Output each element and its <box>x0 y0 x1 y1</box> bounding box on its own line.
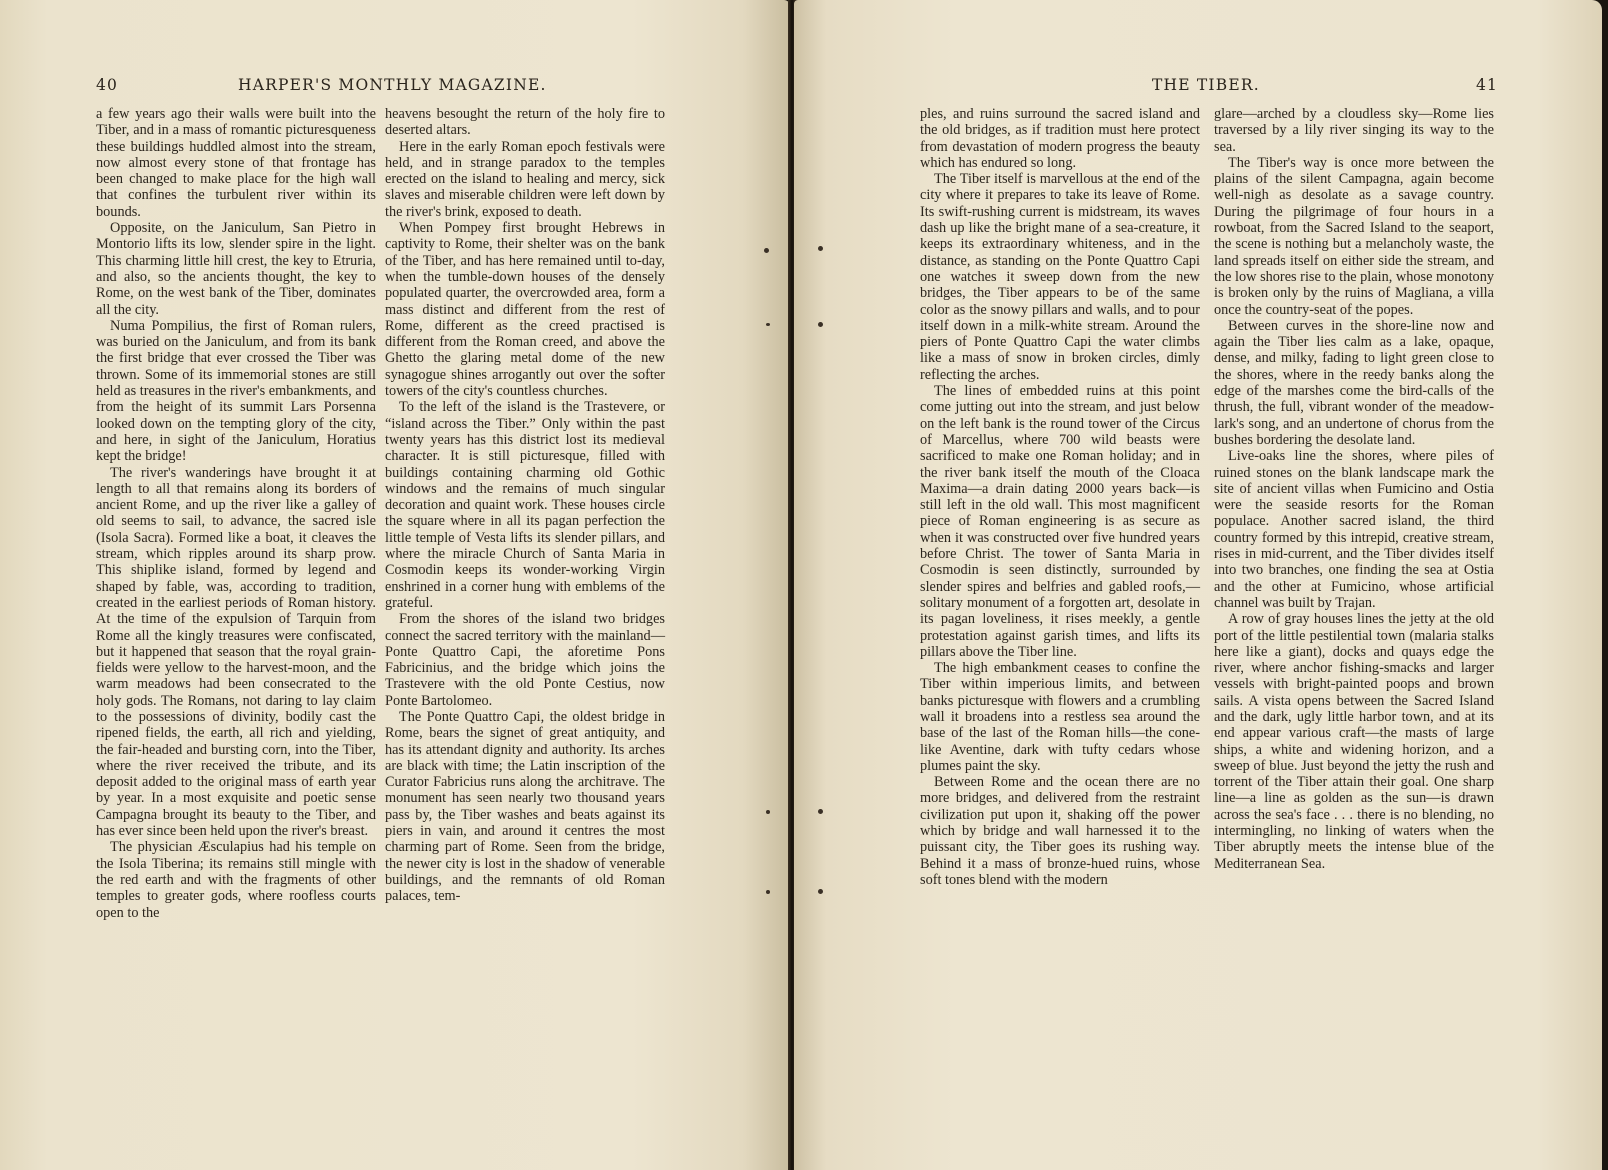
binding-hole-mark <box>818 322 823 327</box>
left-column-2 <box>385 106 665 905</box>
paragraph: ples, and ruins surround the sacred island and the old bridges, as if tradition must here protect from devastation of modern progress the beauty which has endured so long. <box>920 106 1200 171</box>
paragraph: Between curves in the shore-line now and again the Tiber lies calm as a lake, opaque, dense, and milky, fading to light green close to the shores, where in the reedy banks along the edge of the marshes come the bird-calls of the thrush, the full, vibrant wonder of the meadow-lark's song, and an undertone of chorus from the bushes bordering the desolate land. <box>1214 317 1494 448</box>
paragraph: A row of gray houses lines the jetty at the old port of the little pestilential town (malaria stalks here like a giant), docks and quays edge the river, where anchor fishing-smacks and larger vessels with bright-painted poops and brown sails. A vista opens between the Sacred Island and the dark, ugly little harbor town, and at its end appear various craft—the masts of large ships, a white and widening horizon, and a sweep of blue. Just beyond the jetty the rush and torrent of the Tiber attain their goal. One sharp line—a line as golden as the sun—is drawn across the sea's face . . . there is no blending, no intermingling, no linking of waters when the Tiber abruptly meets the intense blue of the Mediterranean Sea. <box>1214 611 1494 872</box>
left-column-1 <box>96 106 376 921</box>
right-column-1 <box>920 106 1200 888</box>
paragraph: To the left of the island is the Trastevere, or “island across the Tiber.” Only within the past twenty years has this district lost its medieval character. It is still picturesque, filled with buildings containing charming old Gothic windows and the remains of much singular decoration and quaint work. These houses circle the square where in all its pagan perfection the little temple of Vesta lifts its slender pillars, and where the miracle Church of Santa Maria in Cosmodin keeps its wonder-working Virgin enshrined in a corner hung with emblems of the grateful. <box>385 399 665 611</box>
right-column-2 <box>1214 106 1494 872</box>
running-head-left: HARPER'S MONTHLY MAGAZINE. <box>238 76 547 94</box>
paragraph: Here in the early Roman epoch festivals were held, and in strange paradox to the temples erected on the island to healing and mercy, sick slaves and miserable children were left down by the river's brink, exposed to death. <box>385 138 665 220</box>
binding-hole-mark <box>818 809 823 814</box>
paragraph: The lines of embedded ruins at this point come jutting out into the stream, and just below on the left bank is the round tower of the Circus of Marcellus, where 700 wild beasts were sacrificed to make one Roman holiday; and in the river bank itself the mouth of the Cloaca Maxima—a drain dating 2000 years back—is still left in the old wall. This most magnificent piece of Roman engineering is as secure as when it was constructed over five hundred years before Christ. The tower of Santa Maria in Cosmodin is seen distinctly, surrounded by slender spires and belfries and gabled roofs,—solitary monument of a forgotten art, desolate in its pagan loveliness, it rises meekly, a gentle protestation against garish times, and lifts its pillars above the Tiber line. <box>920 383 1200 660</box>
page-number-right: 41 <box>1476 76 1499 94</box>
paragraph: When Pompey first brought Hebrews in captivity to Rome, their shelter was on the bank of the Tiber, and has here remained until to-day, when the tumble-down houses of the densely populated quarter, the overcrowded area, form a mass distinct and different from the rest of Rome, different as the creed practised is different from the Roman creed, and above the Ghetto the glaring metal dome of the new synagogue shines arrogantly out over the softer towers of the city's countless churches. <box>385 220 665 400</box>
paragraph: The river's wanderings have brought it at length to all that remains along its borders of ancient Rome, and up the river like a galley of old seems to sail, to advance, the sacred isle (Isola Sacra). Formed like a boat, it cleaves the stream, which ripples around its sharp prow. This shiplike island, formed by legend and shaped by fable, was, according to tradition, created in the earliest periods of Roman history. At the time of the expulsion of Tarquin from Rome all the kingly treasures were confiscated, but it happened that season that the royal grain-fields were yellow to the harvest-moon, and the warm meadows had been consecrated to the holy gods. The Romans, not daring to lay claim to the possessions of divinity, bodily cast the ripened fields, the earth, all rich and yielding, the fair-headed and bursting corn, into the Tiber, where the river received the tribute, and its deposit added to the original mass of earth year by year. In a most exquisite and poetic sense Campagna brought its beauty to the Tiber, and has ever since been held upon the river's breast. <box>96 464 376 840</box>
paragraph: heavens besought the return of the holy fire to deserted altars. <box>385 106 665 139</box>
paragraph: Between Rome and the ocean there are no more bridges, and delivered from the restraint civilization put upon it, shaking off the power which by bridge and wall harnessed it to the puissant city, the Tiber goes its rushing way. Behind it a mass of bronze-hued ruins, whose soft tones blend with the modern <box>920 774 1200 888</box>
paragraph: The Tiber's way is once more between the plains of the silent Campagna, again become well-nigh as desolate as a savage country. During the pilgrimage of four hours in a rowboat, from the Sacred Island to the seaport, the scene is nothing but a melancholy waste, the land spreads itself on either side the stream, and the low shores rise to the plain, whose monotony is broken only by the ruins of Magliana, a villa once the country-seat of the popes. <box>1214 154 1494 318</box>
paragraph: Live-oaks line the shores, where piles of ruined stones on the blank landscape mark the site of ancient villas when Fumicino and Ostia were the seaside resorts for the Roman populace. Another sacred island, the third country formed by this intrepid, creative stream, rises in mid-current, and the Tiber divides itself into two branches, one finding the sea at Ostia and the other at Fumicino, whose artificial channel was built by Trajan. <box>1214 448 1494 611</box>
running-head-right: THE TIBER. <box>1152 76 1260 94</box>
binding-hole-mark <box>818 246 823 251</box>
binding-hole-mark <box>766 323 770 326</box>
paragraph: The Tiber itself is marvellous at the end of the city where it prepares to take its leave of Rome. Its swift-rushing current is midstream, its waves dash up like the bright mane of a sea-creature, it keeps its extraordinary whiteness, and in the distance, as standing on the Ponte Quattro Capi one watches it sweep down from the new bridges, the Tiber appears to be of the same color as the snowy pillars and walls, and to pour itself down in a milk-white stream. Around the piers of Ponte Quattro Capi the water climbs like a mass of snow in broken circles, dimly reflecting the arches. <box>920 171 1200 383</box>
paragraph: The high embankment ceases to confine the Tiber within imperious limits, and between banks picturesque with flowers and a crumbling wall it broadens into a restless sea around the base of the last of the Roman hills—the cone-like Aventine, dark with tufty cedars whose plumes paint the sky. <box>920 660 1200 774</box>
binding-hole-mark <box>764 248 769 253</box>
page-number-left: 40 <box>96 76 119 94</box>
binding-hole-mark <box>766 890 770 894</box>
binding-hole-mark <box>818 889 823 894</box>
paragraph: From the shores of the island two bridges connect the sacred territory with the mainland—Ponte Quattro Capi, the aforetime Pons Fabricinius, and the bridge which joins the Trastevere with the old Ponte Cestius, now Ponte Bartolomeo. <box>385 611 665 709</box>
right-page <box>794 0 1602 1170</box>
paragraph: a few years ago their walls were built into the Tiber, and in a mass of romantic picturesqueness these buildings huddled almost into the stream, now almost every stone of that frontage has been changed to make place for the high wall that confines the turbulent river within its bounds. <box>96 106 376 220</box>
paragraph: The Ponte Quattro Capi, the oldest bridge in Rome, bears the signet of great antiquity, and has its attendant dignity and authority. Its arches are black with time; the Latin inscription of the Curator Fabricius runs along the architrave. The monument has seen nearly two thousand years pass by, the Tiber washes and beats against its piers in vain, and around it centres the most charming part of Rome. Seen from the bridge, the newer city is lost in the shadow of venerable buildings, and the remnants of old Roman palaces, tem- <box>385 708 665 905</box>
paragraph: Numa Pompilius, the first of Roman rulers, was buried on the Janiculum, and from its bank the first bridge that ever crossed the Tiber was thrown. Some of its immemorial stones are still held as treasures in the river's embankments, and from the height of its summit Lars Porsenna looked down on the tempting glory of the city, and here, in sight of the Janiculum, Horatius kept the bridge! <box>96 317 376 465</box>
binding-hole-mark <box>766 810 770 814</box>
paragraph: glare—arched by a cloudless sky—Rome lies traversed by a lily river singing its way to the sea. <box>1214 106 1494 155</box>
left-page <box>0 0 790 1170</box>
paragraph: Opposite, on the Janiculum, San Pietro in Montorio lifts its low, slender spire in the light. This charming little hill crest, the key to Etruria, and also, so the ancients thought, the key to Rome, on the west bank of the Tiber, dominates all the city. <box>96 220 376 318</box>
paragraph: The physician Æsculapius had his temple on the Isola Tiberina; its remains still mingle with the red earth and with the fragments of other temples to greater gods, where roofless courts open to the <box>96 839 376 921</box>
